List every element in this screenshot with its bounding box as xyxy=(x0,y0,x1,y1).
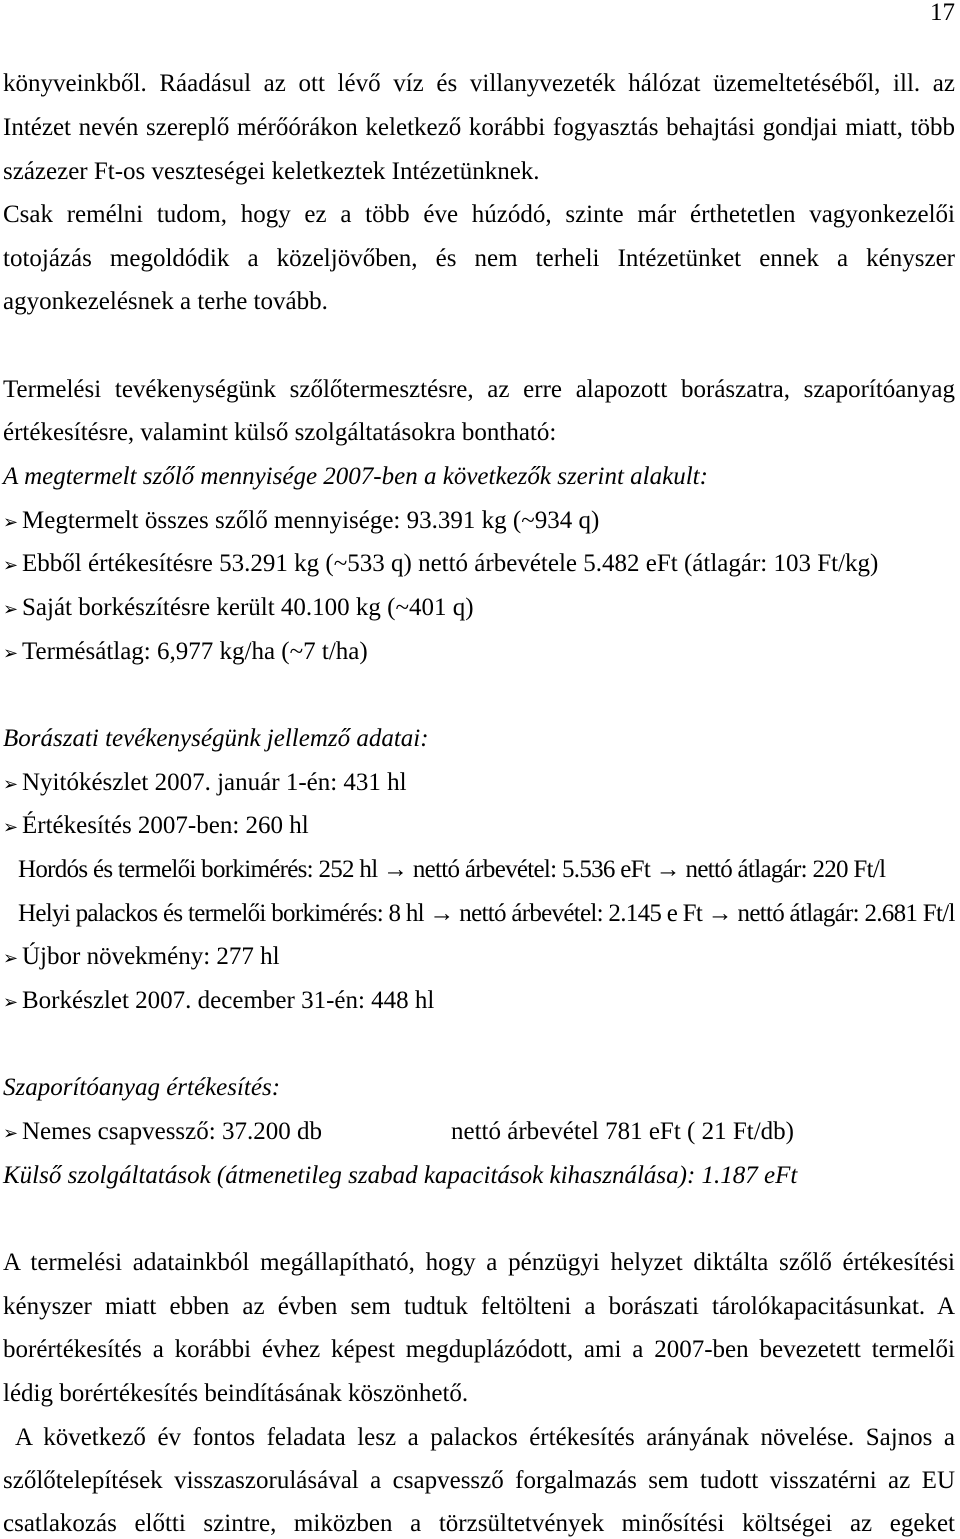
winery-list-item xyxy=(3,761,955,805)
grape-item-text: Termésátlag: 6,977 kg/ha (~7 t/ha) xyxy=(22,637,368,665)
intro-line: agyonkezelésnek a terhe tovább. xyxy=(3,288,328,316)
external-services-line: Külső szolgáltatások (átmenetileg szabad kapacitások kihasználása): 1.187 eFt xyxy=(3,1161,798,1189)
propagation-item-revenue: nettó árbevétel 781 eFt ( 21 Ft/db) xyxy=(451,1117,794,1145)
grape-item-text: Megtermelt összes szőlő mennyisége: 93.391 kg (~934 q) xyxy=(22,506,600,534)
winery-list-item xyxy=(3,935,955,979)
grape-item-text: Saját borkészítésre került 40.100 kg (~401 q) xyxy=(22,594,474,622)
propagation-item-name-cell xyxy=(3,1110,451,1156)
arrow-bullet-icon: ➢ xyxy=(3,948,19,970)
arrow-bullet-icon: ➢ xyxy=(3,555,19,577)
grape-list-item xyxy=(3,542,955,586)
sales-detail-line: Hordós és termelői borkimérés: 252 hl → nettó árbevétel: 5.536 eFt → nettó átlagár: 220 Ft/l xyxy=(18,856,886,883)
grape-list-item xyxy=(3,499,955,543)
arrow-bullet-icon: ➢ xyxy=(3,599,19,621)
production-intro-line: értékesítésre, valamint külső szolgáltatásokra bontható: xyxy=(3,419,557,447)
winery-item-text: Nyitókészlet 2007. január 1-én: 431 hl xyxy=(22,768,407,796)
winery-item-text: Újbor növekmény: 277 hl xyxy=(22,943,280,971)
intro-line: százezer Ft-os veszteségei keletkeztek Intézetünknek. xyxy=(3,157,540,185)
conclusion-line: A következő év fontos feladata lesz a palackos értékesítés arányának növelése. Sajnos a xyxy=(15,1423,955,1451)
conclusion-line: szőlőtelepítések visszaszorulásával a csapvessző forgalmazás sem tudott visszatérni az EU xyxy=(3,1467,955,1495)
paragraph-spacer xyxy=(3,324,955,368)
grape-item-text: Ebből értékesítésre 53.291 kg (~533 q) nettó árbevétele 5.482 eFt (átlagár: 103 Ft/kg) xyxy=(22,550,879,578)
grape-list-item xyxy=(3,630,955,674)
conclusion-line: kényszer miatt ebben az évben sem tudtuk feltölteni a borászati tárolókapacitásunkat. A xyxy=(3,1292,955,1320)
conclusion-line: csatlakozás előtti szintre, miközben a törzsültetvények minősítési költségei az egeket xyxy=(3,1509,955,1537)
grape-list-item xyxy=(3,586,955,630)
winery-item-text: Borkészlet 2007. december 31-én: 448 hl xyxy=(22,986,435,1014)
arrow-bullet-icon: ➢ xyxy=(3,817,19,839)
arrow-bullet-icon: ➢ xyxy=(3,773,19,795)
intro-line: totojázás megoldódik a közeljövőben, és nem terheli Intézetünket ennek a kényszer xyxy=(3,244,955,272)
sales-detail-line: Helyi palackos és termelői borkimérés: 8 hl → nettó árbevétel: 2.145 e Ft → nettó átlagár: 2.681 Ft/l xyxy=(18,899,955,927)
paragraph-spacer xyxy=(3,1197,955,1241)
arrow-bullet-icon: ➢ xyxy=(3,511,19,533)
paragraph-spacer xyxy=(3,1023,955,1067)
intro-line: Intézet nevén szereplő mérőórákon keletkező korábbi fogyasztás behajtási gondjai miatt, több xyxy=(3,113,955,141)
paragraph-spacer xyxy=(3,673,955,717)
intro-line: Csak remélni tudom, hogy ez a több éve húzódó, szinte már érthetetlen vagyonkezelői xyxy=(3,201,955,229)
winery-list-item xyxy=(3,804,955,848)
arrow-bullet-icon: ➢ xyxy=(3,991,19,1013)
propagation-list-item xyxy=(3,1110,955,1154)
winery-item-text: Értékesítés 2007-ben: 260 hl xyxy=(22,812,309,840)
grape-heading: A megtermelt szőlő mennyisége 2007-ben a következők szerint alakult: xyxy=(3,463,708,491)
document-page xyxy=(3,62,955,1538)
production-intro-line: Termelési tevékenységünk szőlőtermesztésre, az erre alapozott borászatra, szaporítóanyag xyxy=(3,375,955,403)
page-number: 17 xyxy=(930,0,955,26)
conclusion-line: lédig borértékesítés beindításának köszönhető. xyxy=(3,1379,469,1407)
intro-line: könyveinkből. Ráadásul az ott lévő víz és villanyvezeték hálózat üzemeltetéséből, ill. az xyxy=(3,70,955,98)
conclusion-line: borértékesítés a korábbi évhez képest megduplázódott, ami a 2007-ben bevezetett termelői xyxy=(3,1336,955,1364)
arrow-bullet-icon: ➢ xyxy=(3,1122,19,1144)
propagation-heading: Szaporítóanyag értékesítés: xyxy=(3,1074,281,1102)
conclusion-line: A termelési adatainkból megállapítható, hogy a pénzügyi helyzet diktálta szőlő értékesítési xyxy=(3,1248,955,1276)
propagation-item-name: Nemes csapvessző: 37.200 db xyxy=(22,1117,322,1145)
winery-list-item xyxy=(3,979,955,1023)
winery-heading: Borászati tevékenységünk jellemző adatai: xyxy=(3,725,429,753)
arrow-bullet-icon: ➢ xyxy=(3,642,19,664)
